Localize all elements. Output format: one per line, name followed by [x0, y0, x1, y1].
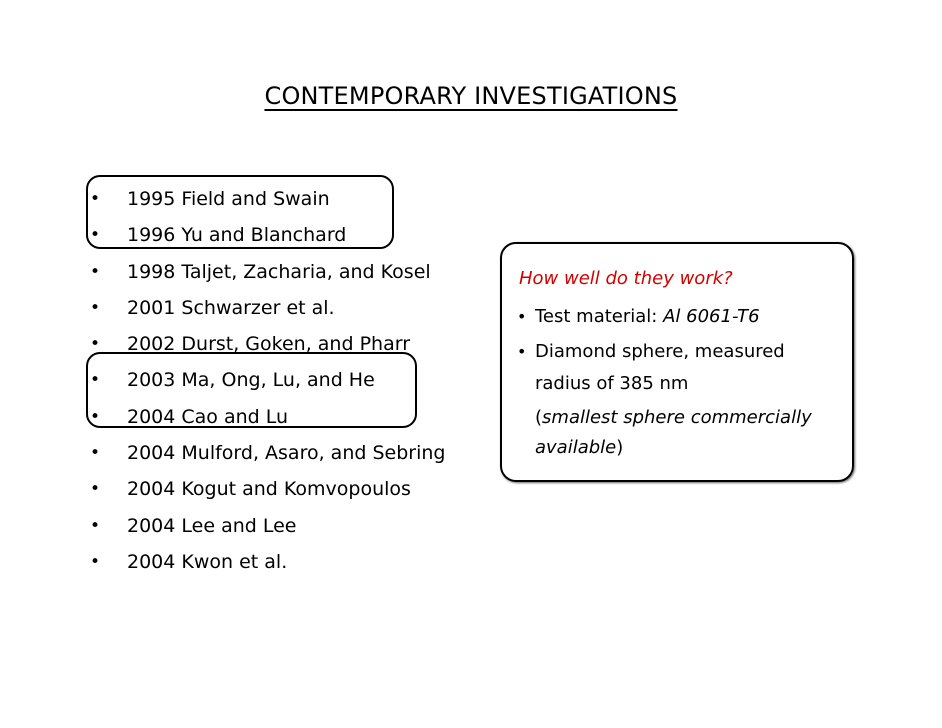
note-italic-2: available [535, 437, 617, 458]
bullet-icon: • [90, 189, 101, 209]
material-value: Al 6061-T6 [663, 306, 760, 327]
bullet-icon: • [90, 406, 101, 427]
list-item [90, 544, 445, 580]
bullet-icon: • [90, 261, 101, 282]
callout-item-material [517, 301, 760, 333]
list-item [90, 326, 445, 362]
bullet-icon: • [90, 551, 101, 572]
reference-text: 1998 Taljet, Zacharia, and Kosel [127, 260, 431, 283]
bullet-icon: • [90, 225, 101, 246]
list-item [90, 290, 445, 326]
reference-text: 2004 Mulford, Asaro, and Sebring [127, 442, 446, 465]
note-italic-1: smallest sphere commercially [542, 407, 812, 428]
list-item [90, 362, 445, 398]
reference-text: 2004 Kwon et al. [127, 550, 288, 573]
bullet-icon: • [90, 443, 101, 464]
reference-text: 2004 Cao and Lu [127, 405, 289, 428]
slide-title-text: CONTEMPORARY INVESTIGATIONS [264, 82, 678, 110]
reference-text: 1996 Yu and Blanchard [127, 224, 347, 247]
bullet-icon: • [90, 370, 101, 391]
callout-item-sphere-cont [535, 368, 688, 400]
reference-text: 2002 Durst, Goken, and Pharr [127, 333, 411, 356]
bullet-icon: • [90, 334, 101, 355]
list-item [90, 508, 445, 544]
callout-heading: How well do they work? [519, 268, 733, 289]
callout-note-line-1 [535, 402, 812, 434]
slide-title [0, 82, 942, 110]
reference-text: 2003 Ma, Ong, Lu, and He [127, 369, 375, 392]
note-open-paren: ( [535, 407, 543, 428]
sphere-line-2: radius of 385 nm [535, 373, 689, 394]
reference-list [90, 181, 445, 580]
list-item [90, 254, 445, 290]
list-item [90, 435, 445, 471]
reference-text: 1995 Field and Swain [127, 188, 330, 210]
reference-text: 2001 Schwarzer et al. [127, 296, 335, 319]
callout-box [500, 242, 854, 482]
sphere-line-1: Diamond sphere, measured [535, 341, 785, 362]
bullet-icon: • [90, 297, 101, 318]
reference-text: 2004 Kogut and Komvopoulos [127, 478, 411, 501]
callout-note-line-2 [535, 432, 623, 464]
list-item [90, 399, 445, 435]
reference-text: 2004 Lee and Lee [127, 514, 297, 537]
bullet-icon: • [517, 342, 527, 361]
bullet-icon: • [517, 307, 527, 326]
callout-item-sphere [517, 336, 785, 368]
note-close-paren: ) [616, 437, 624, 458]
list-item [90, 217, 445, 253]
bullet-icon: • [90, 515, 101, 536]
list-item [90, 471, 445, 507]
bullet-icon: • [90, 479, 101, 500]
material-label: Test material: [535, 306, 664, 327]
list-item [90, 181, 445, 217]
